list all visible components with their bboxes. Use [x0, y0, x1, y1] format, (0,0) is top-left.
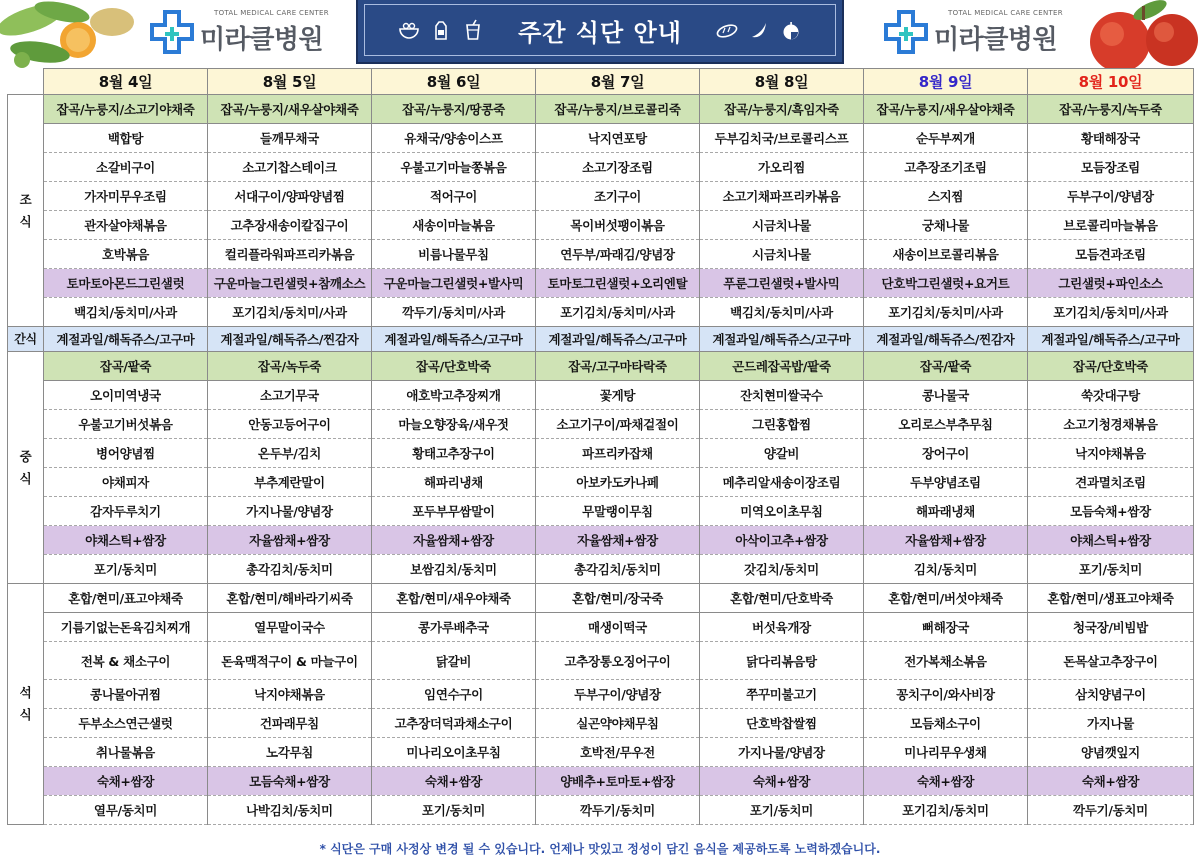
menu-cell: 포기김치/동치미/사과 [208, 298, 372, 327]
date-header-saturday: 8월 9일 [864, 69, 1028, 95]
menu-cell: 돈육맥적구이 & 마늘구이 [208, 642, 372, 680]
menu-cell: 자율쌈채+쌈장 [536, 526, 700, 555]
dinner-row [8, 738, 1194, 767]
hospital-logo-left [150, 10, 329, 54]
menu-cell: 닭갈비 [372, 642, 536, 680]
menu-cell: 숙채+쌈장 [372, 767, 536, 796]
menu-cell: 마늘오향장육/새우젓 [372, 410, 536, 439]
menu-cell: 꽃게탕 [536, 381, 700, 410]
menu-cell: 총각김치/동치미 [536, 555, 700, 584]
logo-subtitle: TOTAL MEDICAL CARE CENTER [214, 8, 329, 17]
menu-cell: 콩나물국 [864, 381, 1028, 410]
menu-cell: 그린홍합찜 [700, 410, 864, 439]
breakfast-row [8, 211, 1194, 240]
menu-cell: 두부양념조림 [864, 468, 1028, 497]
menu-cell: 구운마늘그린샐럿+참깨소스 [208, 269, 372, 298]
menu-cell: 미나리오이초무침 [372, 738, 536, 767]
menu-cell: 계절과일/해독쥬스/고구마 [372, 327, 536, 352]
dinner-row [8, 680, 1194, 709]
date-header-row [8, 69, 1194, 95]
menu-cell: 토마토그린샐럿+오리엔탈 [536, 269, 700, 298]
menu-cell: 계절과일/해독쥬스/고구마 [700, 327, 864, 352]
weekly-menu-table [7, 68, 1194, 825]
dinner-row [8, 796, 1194, 825]
menu-cell: 관자살야채볶음 [44, 211, 208, 240]
logo-name: 미라클병원 [934, 24, 1058, 55]
menu-cell: 포기/동치미 [44, 555, 208, 584]
menu-cell: 병어양념찜 [44, 439, 208, 468]
date-header: 8월 4일 [44, 69, 208, 95]
menu-cell: 우불고기마늘쫑볶음 [372, 153, 536, 182]
menu-cell: 가오리찜 [700, 153, 864, 182]
menu-cell: 단호박그린샐럿+요거트 [864, 269, 1028, 298]
menu-cell: 매생이떡국 [536, 613, 700, 642]
corner-cell [8, 69, 44, 95]
breakfast-row [8, 95, 1194, 124]
menu-cell: 고추장더덕과채소구이 [372, 709, 536, 738]
menu-cell: 포기/동치미 [1028, 555, 1194, 584]
apples-decoration [1080, 0, 1200, 68]
menu-cell: 삼치양념구이 [1028, 680, 1194, 709]
menu-cell: 푸룬그린샐럿+발사믹 [700, 269, 864, 298]
medical-cross-icon [150, 10, 194, 54]
breakfast-row [8, 269, 1194, 298]
menu-cell: 혼합/현미/장국죽 [536, 584, 700, 613]
menu-cell: 낙지야채볶음 [208, 680, 372, 709]
menu-cell: 콩나물아귀찜 [44, 680, 208, 709]
menu-cell: 잡곡/녹두죽 [208, 352, 372, 381]
menu-cell: 안동고등어구이 [208, 410, 372, 439]
menu-cell: 자율쌈채+쌈장 [372, 526, 536, 555]
menu-cell: 장어구이 [864, 439, 1028, 468]
dinner-row [8, 642, 1194, 680]
menu-cell: 감자두루치기 [44, 497, 208, 526]
menu-cell: 메추리알새송이장조림 [700, 468, 864, 497]
title-banner [356, 0, 844, 64]
dinner-row [8, 584, 1194, 613]
menu-cell: 숙채+쌈장 [864, 767, 1028, 796]
menu-cell: 애호박고추장찌개 [372, 381, 536, 410]
menu-cell: 혼합/현미/해바라기씨죽 [208, 584, 372, 613]
menu-cell: 미나리무우생채 [864, 738, 1028, 767]
menu-cell: 전가복채소볶음 [864, 642, 1028, 680]
medical-cross-icon [884, 10, 928, 54]
menu-cell: 잡곡/누룽지/녹두죽 [1028, 95, 1194, 124]
menu-cell: 고추장통오징어구이 [536, 642, 700, 680]
menu-cell: 꽁치구이/와사비장 [864, 680, 1028, 709]
date-header: 8월 7일 [536, 69, 700, 95]
lunch-row [8, 352, 1194, 381]
title-icons-right [716, 19, 802, 41]
menu-cell: 양배추+토마토+쌈장 [536, 767, 700, 796]
menu-cell: 양념깻잎지 [1028, 738, 1194, 767]
breakfast-row [8, 124, 1194, 153]
menu-cell: 호박전/무우전 [536, 738, 700, 767]
menu-cell: 백김치/동치미/사과 [700, 298, 864, 327]
menu-cell: 잡곡/단호박죽 [372, 352, 536, 381]
menu-cell: 소고기구이/파채겉절이 [536, 410, 700, 439]
breakfast-row [8, 153, 1194, 182]
menu-cell: 모듬장조림 [1028, 153, 1194, 182]
menu-cell: 혼합/현미/생표고야채죽 [1028, 584, 1194, 613]
menu-cell: 숙채+쌈장 [1028, 767, 1194, 796]
lunch-label: 중 식 [8, 352, 44, 584]
lunch-row [8, 381, 1194, 410]
menu-cell: 포기김치/동치미/사과 [536, 298, 700, 327]
menu-cell: 야채스틱+쌈장 [1028, 526, 1194, 555]
menu-cell: 무말랭이무침 [536, 497, 700, 526]
breakfast-row [8, 240, 1194, 269]
lunch-row [8, 468, 1194, 497]
menu-cell: 두부구이/양념장 [536, 680, 700, 709]
dinner-row [8, 613, 1194, 642]
menu-cell: 두부김치국/브로콜리스프 [700, 124, 864, 153]
menu-cell: 잡곡/단호박죽 [1028, 352, 1194, 381]
menu-cell: 가지나물/양념장 [700, 738, 864, 767]
menu-cell: 오리로스부추무침 [864, 410, 1028, 439]
menu-cell: 실곤약야채무침 [536, 709, 700, 738]
menu-cell: 열무/동치미 [44, 796, 208, 825]
menu-cell: 야채피자 [44, 468, 208, 497]
lunch-row [8, 439, 1194, 468]
date-header: 8월 8일 [700, 69, 864, 95]
menu-cell: 임연수구이 [372, 680, 536, 709]
menu-cell: 목이버섯팽이볶음 [536, 211, 700, 240]
menu-cell: 모듬숙채+쌈장 [208, 767, 372, 796]
menu-cell: 호박볶음 [44, 240, 208, 269]
menu-cell: 나박김치/동치미 [208, 796, 372, 825]
menu-cell: 곤드레잡곡밥/팥죽 [700, 352, 864, 381]
logo-name: 미라클병원 [200, 24, 324, 55]
menu-cell: 비름나물무침 [372, 240, 536, 269]
menu-cell: 포기김치/동치미/사과 [864, 298, 1028, 327]
salad-bowl-icon [398, 19, 420, 41]
menu-cell: 시금치나물 [700, 240, 864, 269]
menu-cell: 가지나물 [1028, 709, 1194, 738]
menu-cell: 소고기찹스테이크 [208, 153, 372, 182]
menu-cell: 포두부무쌈말이 [372, 497, 536, 526]
menu-cell: 황태고추장구이 [372, 439, 536, 468]
menu-cell: 연두부/파래김/양념장 [536, 240, 700, 269]
menu-cell: 쑥갓대구탕 [1028, 381, 1194, 410]
menu-cell: 들깨무채국 [208, 124, 372, 153]
menu-cell: 그린샐럿+파인소스 [1028, 269, 1194, 298]
menu-cell: 취나물볶음 [44, 738, 208, 767]
menu-cell: 포기김치/동치미/사과 [1028, 298, 1194, 327]
menu-cell: 숙채+쌈장 [700, 767, 864, 796]
menu-cell: 포기김치/동치미 [864, 796, 1028, 825]
drink-cup-icon [462, 19, 484, 41]
menu-cell: 낙지연포탕 [536, 124, 700, 153]
menu-cell: 가지나물/양념장 [208, 497, 372, 526]
menu-cell: 뻐해장국 [864, 613, 1028, 642]
menu-cell: 온두부/김치 [208, 439, 372, 468]
menu-cell: 양갈비 [700, 439, 864, 468]
menu-cell: 총각김치/동치미 [208, 555, 372, 584]
menu-cell: 잡곡/누룽지/새우살야채죽 [864, 95, 1028, 124]
menu-cell: 조기구이 [536, 182, 700, 211]
menu-cell: 고추장새송이칼집구이 [208, 211, 372, 240]
menu-cell: 자율쌈채+쌈장 [864, 526, 1028, 555]
menu-cell: 소고기무국 [208, 381, 372, 410]
menu-cell: 계절과일/해독쥬스/찐감자 [864, 327, 1028, 352]
breakfast-row [8, 298, 1194, 327]
dinner-row [8, 767, 1194, 796]
breakfast-row [8, 182, 1194, 211]
page-title: 주간 식단 안내 [518, 18, 682, 47]
menu-cell: 소고기채파프리카볶음 [700, 182, 864, 211]
menu-body [8, 95, 1194, 825]
page-header [0, 0, 1200, 68]
menu-cell: 잡곡/누룽지/새우살야채죽 [208, 95, 372, 124]
menu-cell: 닭다리볶음탕 [700, 642, 864, 680]
menu-cell: 궁채나물 [864, 211, 1028, 240]
menu-cell: 해파래냉채 [864, 497, 1028, 526]
lunch-row [8, 497, 1194, 526]
menu-cell: 포기/동치미 [372, 796, 536, 825]
menu-cell: 견과멸치조림 [1028, 468, 1194, 497]
menu-cell: 잔치현미쌀국수 [700, 381, 864, 410]
menu-cell: 혼합/현미/버섯야채죽 [864, 584, 1028, 613]
menu-cell: 계절과일/해독쥬스/고구마 [44, 327, 208, 352]
menu-cell: 백합탕 [44, 124, 208, 153]
vegetables-decoration [0, 0, 140, 68]
menu-cell: 단호박찹쌀찜 [700, 709, 864, 738]
menu-cell: 해파리냉채 [372, 468, 536, 497]
menu-cell: 깍두기/동치미 [536, 796, 700, 825]
breakfast-label: 조 식 [8, 95, 44, 327]
apple-icon [780, 19, 802, 41]
menu-cell: 깍두기/동치미/사과 [372, 298, 536, 327]
menu-cell: 백김치/동치미/사과 [44, 298, 208, 327]
menu-cell: 보쌈김치/동치미 [372, 555, 536, 584]
menu-cell: 잡곡/팥죽 [44, 352, 208, 381]
menu-cell: 야채스틱+쌈장 [44, 526, 208, 555]
date-header: 8월 6일 [372, 69, 536, 95]
menu-cell: 가자미무우조림 [44, 182, 208, 211]
menu-cell: 모듬견과조림 [1028, 240, 1194, 269]
menu-cell: 혼합/현미/새우야채죽 [372, 584, 536, 613]
menu-cell: 계절과일/해독쥬스/고구마 [536, 327, 700, 352]
dinner-row [8, 709, 1194, 738]
menu-cell: 두부소스연근샐럿 [44, 709, 208, 738]
menu-cell: 새송이브로콜리볶음 [864, 240, 1028, 269]
menu-cell: 서대구이/양파양념찜 [208, 182, 372, 211]
menu-cell: 청국장/비빔밥 [1028, 613, 1194, 642]
menu-cell: 김치/동치미 [864, 555, 1028, 584]
menu-cell: 우불고기버섯볶음 [44, 410, 208, 439]
menu-cell: 유채국/양송이스프 [372, 124, 536, 153]
menu-cell: 새송이마늘볶음 [372, 211, 536, 240]
menu-cell: 열무말이국수 [208, 613, 372, 642]
menu-cell: 포기/동치미 [700, 796, 864, 825]
menu-cell: 미역오이초무침 [700, 497, 864, 526]
menu-cell: 계절과일/해독쥬스/고구마 [1028, 327, 1194, 352]
snack-label: 간식 [8, 327, 44, 352]
banana-icon [748, 19, 770, 41]
menu-cell: 낙지야채볶음 [1028, 439, 1194, 468]
menu-cell: 스지찜 [864, 182, 1028, 211]
menu-cell: 숙채+쌈장 [44, 767, 208, 796]
lunch-row [8, 555, 1194, 584]
menu-cell: 자율쌈채+쌈장 [208, 526, 372, 555]
menu-cell: 오이미역냉국 [44, 381, 208, 410]
hospital-logo-right [884, 10, 1063, 54]
menu-cell: 부추계란말이 [208, 468, 372, 497]
menu-cell: 전복 & 채소구이 [44, 642, 208, 680]
menu-cell: 혼합/현미/표고야채죽 [44, 584, 208, 613]
snack-row [8, 327, 1194, 352]
menu-cell: 아삭이고추+쌈장 [700, 526, 864, 555]
menu-cell: 고추장조기조림 [864, 153, 1028, 182]
title-icons-left [398, 19, 484, 41]
lunch-row [8, 526, 1194, 555]
menu-cell: 소갈비구이 [44, 153, 208, 182]
menu-cell: 두부구이/양념장 [1028, 182, 1194, 211]
menu-cell: 아보카도카나페 [536, 468, 700, 497]
dinner-label: 석 식 [8, 584, 44, 825]
lunch-row [8, 410, 1194, 439]
menu-cell: 모듬숙채+쌈장 [1028, 497, 1194, 526]
menu-cell: 브로콜리마늘볶음 [1028, 211, 1194, 240]
menu-cell: 건파래무침 [208, 709, 372, 738]
menu-cell: 소고기청경채볶음 [1028, 410, 1194, 439]
bread-icon [716, 19, 738, 41]
menu-cell: 컬리플라워파프리카볶음 [208, 240, 372, 269]
menu-cell: 잡곡/누룽지/브로콜리죽 [536, 95, 700, 124]
menu-cell: 혼합/현미/단호박죽 [700, 584, 864, 613]
menu-cell: 잡곡/팥죽 [864, 352, 1028, 381]
menu-cell: 황태해장국 [1028, 124, 1194, 153]
menu-cell: 잡곡/누룽지/소고기야채죽 [44, 95, 208, 124]
date-header: 8월 5일 [208, 69, 372, 95]
menu-cell: 돈목살고추장구이 [1028, 642, 1194, 680]
menu-cell: 소고기장조림 [536, 153, 700, 182]
menu-cell: 적어구이 [372, 182, 536, 211]
menu-cell: 갓김치/동치미 [700, 555, 864, 584]
milk-carton-icon [430, 19, 452, 41]
footnote: * 식단은 구매 사정상 변경 될 수 있습니다. 언제나 맛있고 정성이 담긴 음식을 제공하도록 노력하겠습니다. [319, 842, 881, 856]
menu-cell: 노각무침 [208, 738, 372, 767]
menu-cell: 시금치나물 [700, 211, 864, 240]
menu-cell: 모듬채소구이 [864, 709, 1028, 738]
logo-subtitle: TOTAL MEDICAL CARE CENTER [948, 8, 1063, 17]
menu-cell: 쭈꾸미불고기 [700, 680, 864, 709]
date-header-sunday: 8월 10일 [1028, 69, 1194, 95]
menu-cell: 잡곡/누룽지/흑임자죽 [700, 95, 864, 124]
menu-cell: 버섯육개장 [700, 613, 864, 642]
menu-cell: 기름기없는돈육김치찌개 [44, 613, 208, 642]
menu-cell: 순두부찌개 [864, 124, 1028, 153]
menu-cell: 콩가루배추국 [372, 613, 536, 642]
menu-cell: 파프리카잡채 [536, 439, 700, 468]
menu-cell: 깍두기/동치미 [1028, 796, 1194, 825]
menu-cell: 구운마늘그린샐럿+발사믹 [372, 269, 536, 298]
menu-cell: 잡곡/누룽지/땅콩죽 [372, 95, 536, 124]
menu-cell: 계절과일/해독쥬스/찐감자 [208, 327, 372, 352]
menu-cell: 토마토아몬드그린샐럿 [44, 269, 208, 298]
menu-cell: 잡곡/고구마타락죽 [536, 352, 700, 381]
